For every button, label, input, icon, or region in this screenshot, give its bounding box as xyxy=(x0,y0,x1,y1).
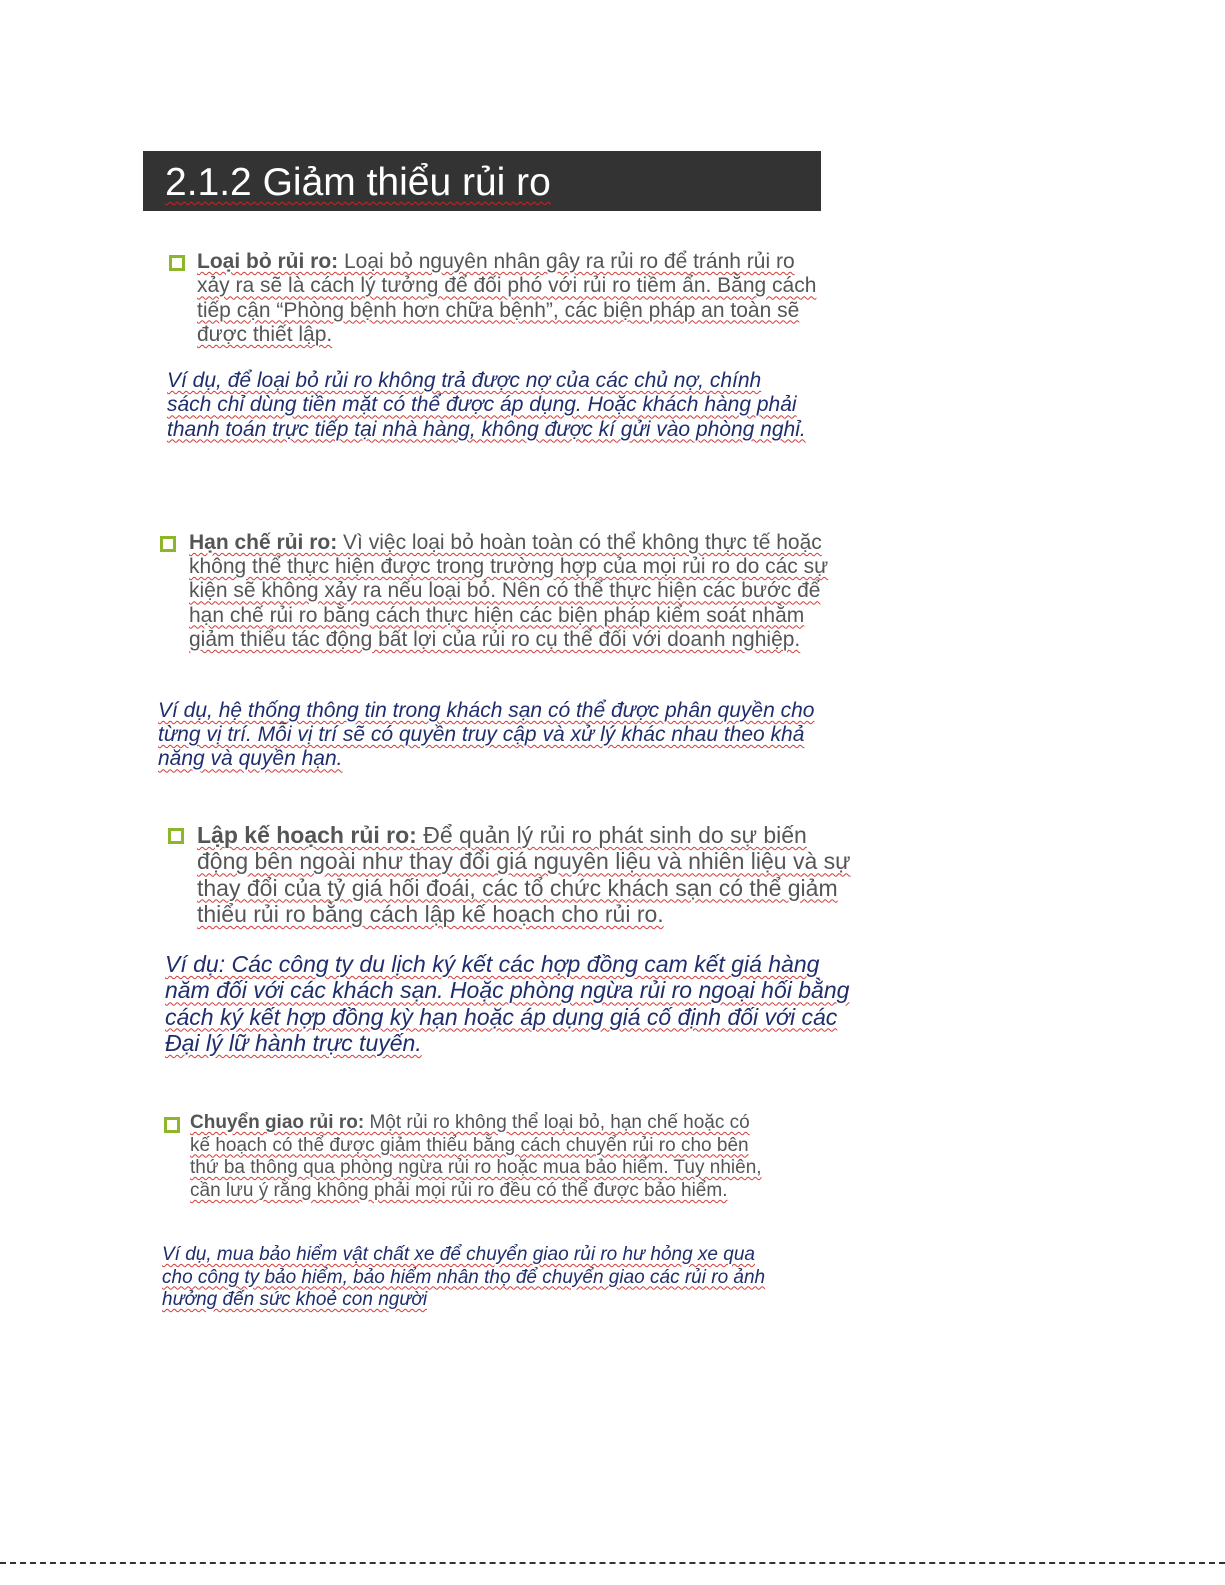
section-title-bar xyxy=(143,151,821,211)
list-item-description: Để quản lý rủi ro phát sinh do sự biến động bên ngoài như thay đổi giá nguyên liệu và nhiên liệu và sự thay đổi của tỷ giá hối đoái, các tổ chức khách sạn có thể giảm thiểu rủi ro bằng cách lập kế hoạch cho rủi ro. xyxy=(197,822,851,927)
example-text: Ví dụ, hệ thống thông tin trong khách sạn có thể được phân quyền cho từng vị trí. Mỗi vị trí sẽ có quyền truy cập và xử lý khác nhau theo khả năng và quyền hạn. xyxy=(158,699,815,771)
square-bullet-icon xyxy=(169,255,185,271)
square-bullet-icon xyxy=(160,536,176,552)
list-item-description: Loại bỏ nguyên nhân gây ra rủi ro để tránh rủi ro xảy ra sẽ là cách lý tưởng để đối phó với rủi ro tiềm ẩn. Bằng cách tiếp cận “Phòng bệnh hơn chữa bệnh”, các biện pháp an toàn sẽ được thiết lập. xyxy=(197,250,817,346)
example-text: Ví dụ, mua bảo hiểm vật chất xe để chuyển giao rủi ro hư hỏng xe qua cho công ty bảo hiểm, bảo hiểm nhân thọ để chuyển giao các rủi ro ảnh hưởng đến sức khoẻ con người xyxy=(162,1244,766,1311)
list-item-text xyxy=(197,822,857,927)
list-item-term: Lập kế hoạch rủi ro: xyxy=(197,822,417,848)
list-item-text xyxy=(197,250,822,347)
section-title: 2.1.2 Giảm thiểu rủi ro xyxy=(165,161,551,204)
square-bullet-icon xyxy=(168,828,184,844)
example-text: Ví dụ: Các công ty du lịch ký kết các hợp đồng cam kết giá hàng năm đối với các khách sạn. Hoặc phòng ngừa rủi ro ngoại hối bằng cách ký kết hợp đồng kỳ hạn hoặc áp dụng giá cố định đối với các Đại lý lữ hành trực tuyến. xyxy=(165,951,850,1056)
list-item-text xyxy=(189,531,839,652)
list-item-term: Chuyển giao rủi ro: xyxy=(190,1112,365,1133)
example-text: Ví dụ, để loại bỏ rủi ro không trả được nợ của các chủ nợ, chính sách chỉ dùng tiền mặt có thể được áp dụng. Hoặc khách hàng phải thanh toán trực tiếp tại nhà hàng, không được kí gửi vào phòng nghỉ. xyxy=(167,369,806,441)
list-item-description: Vì việc loại bỏ hoàn toàn có thể không thực tế hoặc không thể thực hiện được trong trường hợp của mọi rủi ro do các sự kiện sẽ không xảy ra nếu loại bỏ. Nên có thể thực hiện các bước để hạn chế rủi ro bằng cách thực hiện các biện pháp kiểm soát nhằm giảm thiểu tác động bất lợi của rủi ro cụ thể đối với doanh nghiệp. xyxy=(189,531,829,651)
list-item-text xyxy=(190,1112,770,1202)
list-item-description: Một rủi ro không thể loại bỏ, hạn chế hoặc có kế hoạch có thể được giảm thiểu bằng cách chuyển rủi ro cho bên thứ ba thông qua phòng ngừa rủi ro hoặc mua bảo hiểm. Tuy nhiên, cần lưu ý rằng không phải mọi rủi ro đều có thể được bảo hiểm. xyxy=(190,1112,762,1201)
square-bullet-icon xyxy=(164,1117,180,1133)
list-item-term: Hạn chế rủi ro: xyxy=(189,531,338,554)
list-item-term: Loại bỏ rủi ro: xyxy=(197,250,339,273)
page-bottom-divider xyxy=(0,1562,1225,1564)
